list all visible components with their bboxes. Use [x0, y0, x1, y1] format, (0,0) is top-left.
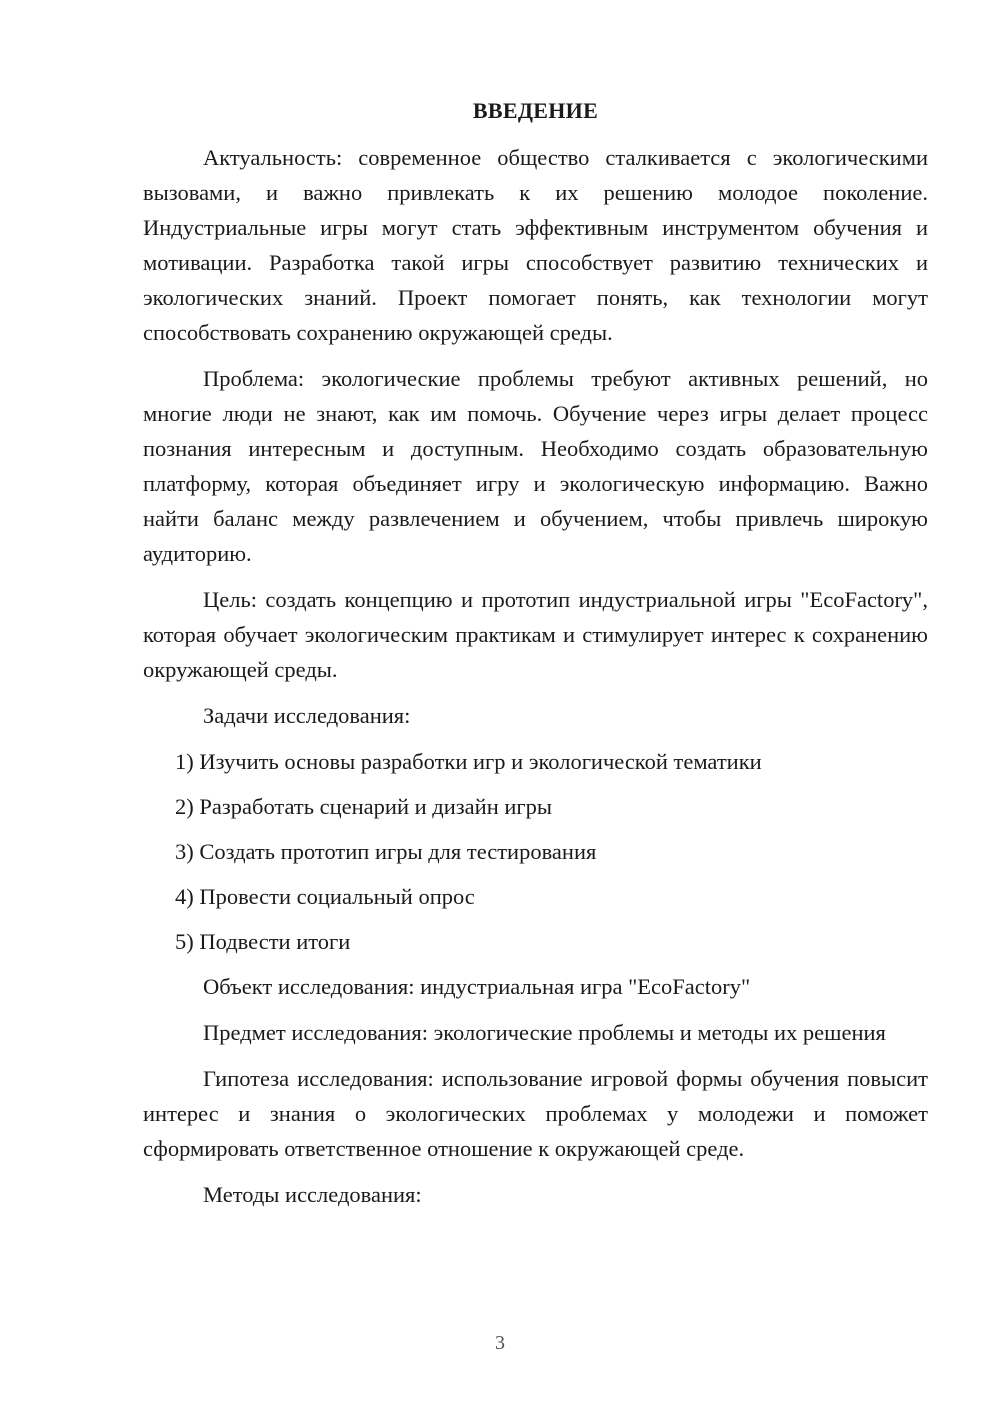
paragraph-subject: Предмет исследования: экологические проблемы и методы их решения — [203, 1020, 886, 1045]
list-item: 5) Подвести итоги — [175, 929, 351, 954]
paragraph-relevance: Актуальность: современное общество сталкивается с экологическими вызовами, и важно привлекать к их решению молодое поколение. Индустриальные игры могут стать эффективным инструментом обучения и мотивации. Разработка такой игры способствует развитию технических и экологических знаний. Проект помогает понять, как технологии могут способствовать сохранению окружающей среды. — [143, 145, 928, 345]
paragraph-goal: Цель: создать концепцию и прототип индустриальной игры "EcoFactory", которая обучает экологическим практикам и стимулирует интерес к сохранению окружающей среды. — [143, 587, 928, 682]
list-item: 1) Изучить основы разработки игр и экологической тематики — [175, 749, 762, 774]
page-title: ВВЕДЕНИЕ — [472, 98, 599, 123]
page-number: 3 — [495, 1332, 505, 1354]
list-item: 3) Создать прототип игры для тестирования — [175, 839, 597, 864]
paragraph-hypothesis: Гипотеза исследования: использование игровой формы обучения повысит интерес и знания о экологических проблемах у молодежи и поможет сформировать ответственное отношение к окружающей среде. — [143, 1066, 928, 1161]
page-content — [143, 96, 928, 1223]
tasks-list — [143, 744, 928, 959]
methods-heading: Методы исследования: — [203, 1182, 422, 1207]
paragraph-problem: Проблема: экологические проблемы требуют активных решений, но многие люди не знают, как им помочь. Обучение через игры делает процесс познания интересным и доступным. Необходимо создать образовательную платформу, которая объединяет игру и экологическую информацию. Важно найти баланс между развлечением и обучением, чтобы привлечь широкую аудиторию. — [143, 366, 928, 566]
tasks-heading: Задачи исследования: — [203, 703, 411, 728]
list-item: 4) Провести социальный опрос — [175, 884, 475, 909]
paragraph-object: Объект исследования: индустриальная игра "EcoFactory" — [203, 974, 751, 999]
list-item: 2) Разработать сценарий и дизайн игры — [175, 794, 552, 819]
